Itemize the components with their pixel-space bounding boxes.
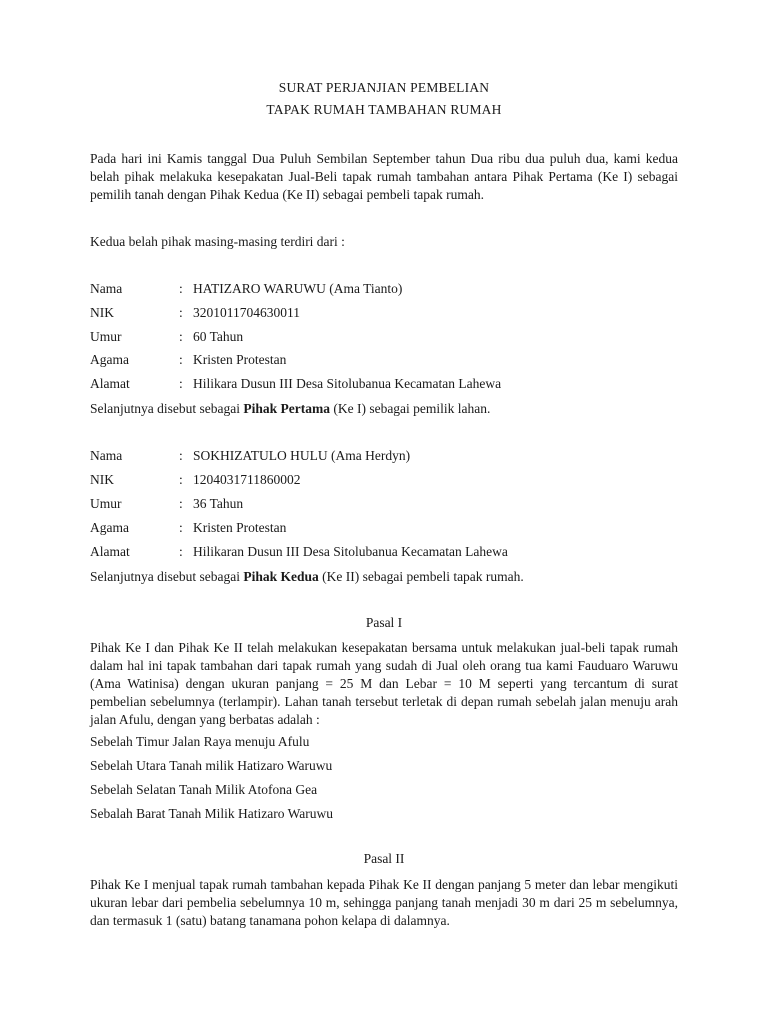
field-label: Agama <box>90 352 129 367</box>
field-label: Agama <box>90 520 129 535</box>
field-colon: : <box>179 329 183 344</box>
field-value: HATIZARO WARUWU (Ama Tianto) <box>193 281 403 296</box>
party2-row-nik <box>0 472 768 490</box>
parties-intro: Kedua belah pihak masing-masing terdiri dari : <box>90 234 345 249</box>
closing-text: (Ke II) sebagai pembeli tapak rumah. <box>318 569 524 584</box>
pasal2-body: Pihak Ke I menjual tapak rumah tambahan kepada Pihak Ke II dengan panjang 5 meter dan lebar mengikuti ukuran lebar dari pembelia sebelumnya 10 m, sehingga panjang tanah menjadi 30 m dari 25 m sebelumnya, dan termasuk 1 (satu) batang tanamana pohon kelapa di dalamnya. <box>90 877 678 928</box>
field-label: Alamat <box>90 544 130 559</box>
border-item: Sebalah Barat Tanah Milik Hatizaro Waruwu <box>90 806 334 821</box>
field-colon: : <box>179 281 183 296</box>
field-colon: : <box>179 305 183 320</box>
document-title-line2: TAPAK RUMAH TAMBAHAN RUMAH <box>266 102 502 117</box>
party1-row-nama <box>0 281 768 299</box>
pasal1-heading: Pasal I <box>365 615 403 630</box>
field-colon: : <box>179 376 183 391</box>
party2-row-agama <box>0 520 768 538</box>
party1-row-nik <box>0 305 768 323</box>
field-colon: : <box>179 496 183 511</box>
pasal1-body: Pihak Ke I dan Pihak Ke II telah melakukan kesepakatan bersama untuk melakukan jual-beli tapak rumah dalam hal ini tapak tambahan dari tapak rumah yang sudah di Jual oleh orang tua kami Fauduaro Waruwu (Ama Watinisa) dengan ukuran panjang = 25 M dan Lebar = 10 M seperti yang tercantum di surat pembelian sebelumnya (terlampir). Lahan tanah tersebut terletak di depan rumah sebelah jalan menuju arah jalan Afulu, dengan yang berbatas adalah : <box>90 640 678 727</box>
border-item: Sebelah Utara Tanah milik Hatizaro Waruwu <box>90 758 333 773</box>
field-value: Hilikaran Dusun III Desa Sitolubanua Kecamatan Lahewa <box>193 544 508 559</box>
field-value: Kristen Protestan <box>193 352 287 367</box>
field-label: Umur <box>90 329 122 344</box>
field-label: Nama <box>90 448 123 463</box>
field-colon: : <box>179 544 183 559</box>
document-title-line1: SURAT PERJANJIAN PEMBELIAN <box>278 80 490 95</box>
party1-row-alamat <box>0 376 768 394</box>
party-role: Pihak Kedua <box>243 569 319 584</box>
closing-text: Selanjutnya disebut sebagai <box>90 401 244 416</box>
field-value: SOKHIZATULO HULU (Ama Herdyn) <box>193 448 411 463</box>
party2-row-umur <box>0 496 768 514</box>
intro-paragraph: Pada hari ini Kamis tanggal Dua Puluh Sembilan September tahun Dua ribu dua puluh dua, kami kedua belah pihak melakuka kesepakatan Jual-Beli tapak rumah tambahan antara Pihak Pertama (Ke I) sebagai pemilih tanah dengan Pihak Kedua (Ke II) sebagai pembeli tapak rumah. <box>90 151 678 202</box>
field-colon: : <box>179 448 183 463</box>
party1-row-agama <box>0 352 768 370</box>
field-label: NIK <box>90 472 114 487</box>
field-value: 1204031711860002 <box>193 472 301 487</box>
party2-closing <box>90 568 524 586</box>
border-item: Sebelah Timur Jalan Raya menuju Afulu <box>90 734 310 749</box>
field-label: Nama <box>90 281 123 296</box>
party1-row-umur <box>0 329 768 347</box>
field-label: Alamat <box>90 376 130 391</box>
field-value: 3201011704630011 <box>193 305 300 320</box>
closing-text: (Ke I) sebagai pemilik lahan. <box>329 401 491 416</box>
field-colon: : <box>179 520 183 535</box>
party2-row-alamat <box>0 544 768 562</box>
field-value: Hilikara Dusun III Desa Sitolubanua Kecamatan Lahewa <box>193 376 502 391</box>
party-role: Pihak Pertama <box>243 401 330 416</box>
party1-closing <box>90 400 490 418</box>
border-item: Sebelah Selatan Tanah Milik Atofona Gea <box>90 782 318 797</box>
field-colon: : <box>179 472 183 487</box>
field-value: Kristen Protestan <box>193 520 287 535</box>
pasal2-heading: Pasal II <box>363 851 405 866</box>
party2-row-nama <box>0 448 768 466</box>
field-value: 60 Tahun <box>193 329 244 344</box>
field-value: 36 Tahun <box>193 496 244 511</box>
field-label: Umur <box>90 496 122 511</box>
closing-text: Selanjutnya disebut sebagai <box>90 569 244 584</box>
field-label: NIK <box>90 305 114 320</box>
field-colon: : <box>179 352 183 367</box>
